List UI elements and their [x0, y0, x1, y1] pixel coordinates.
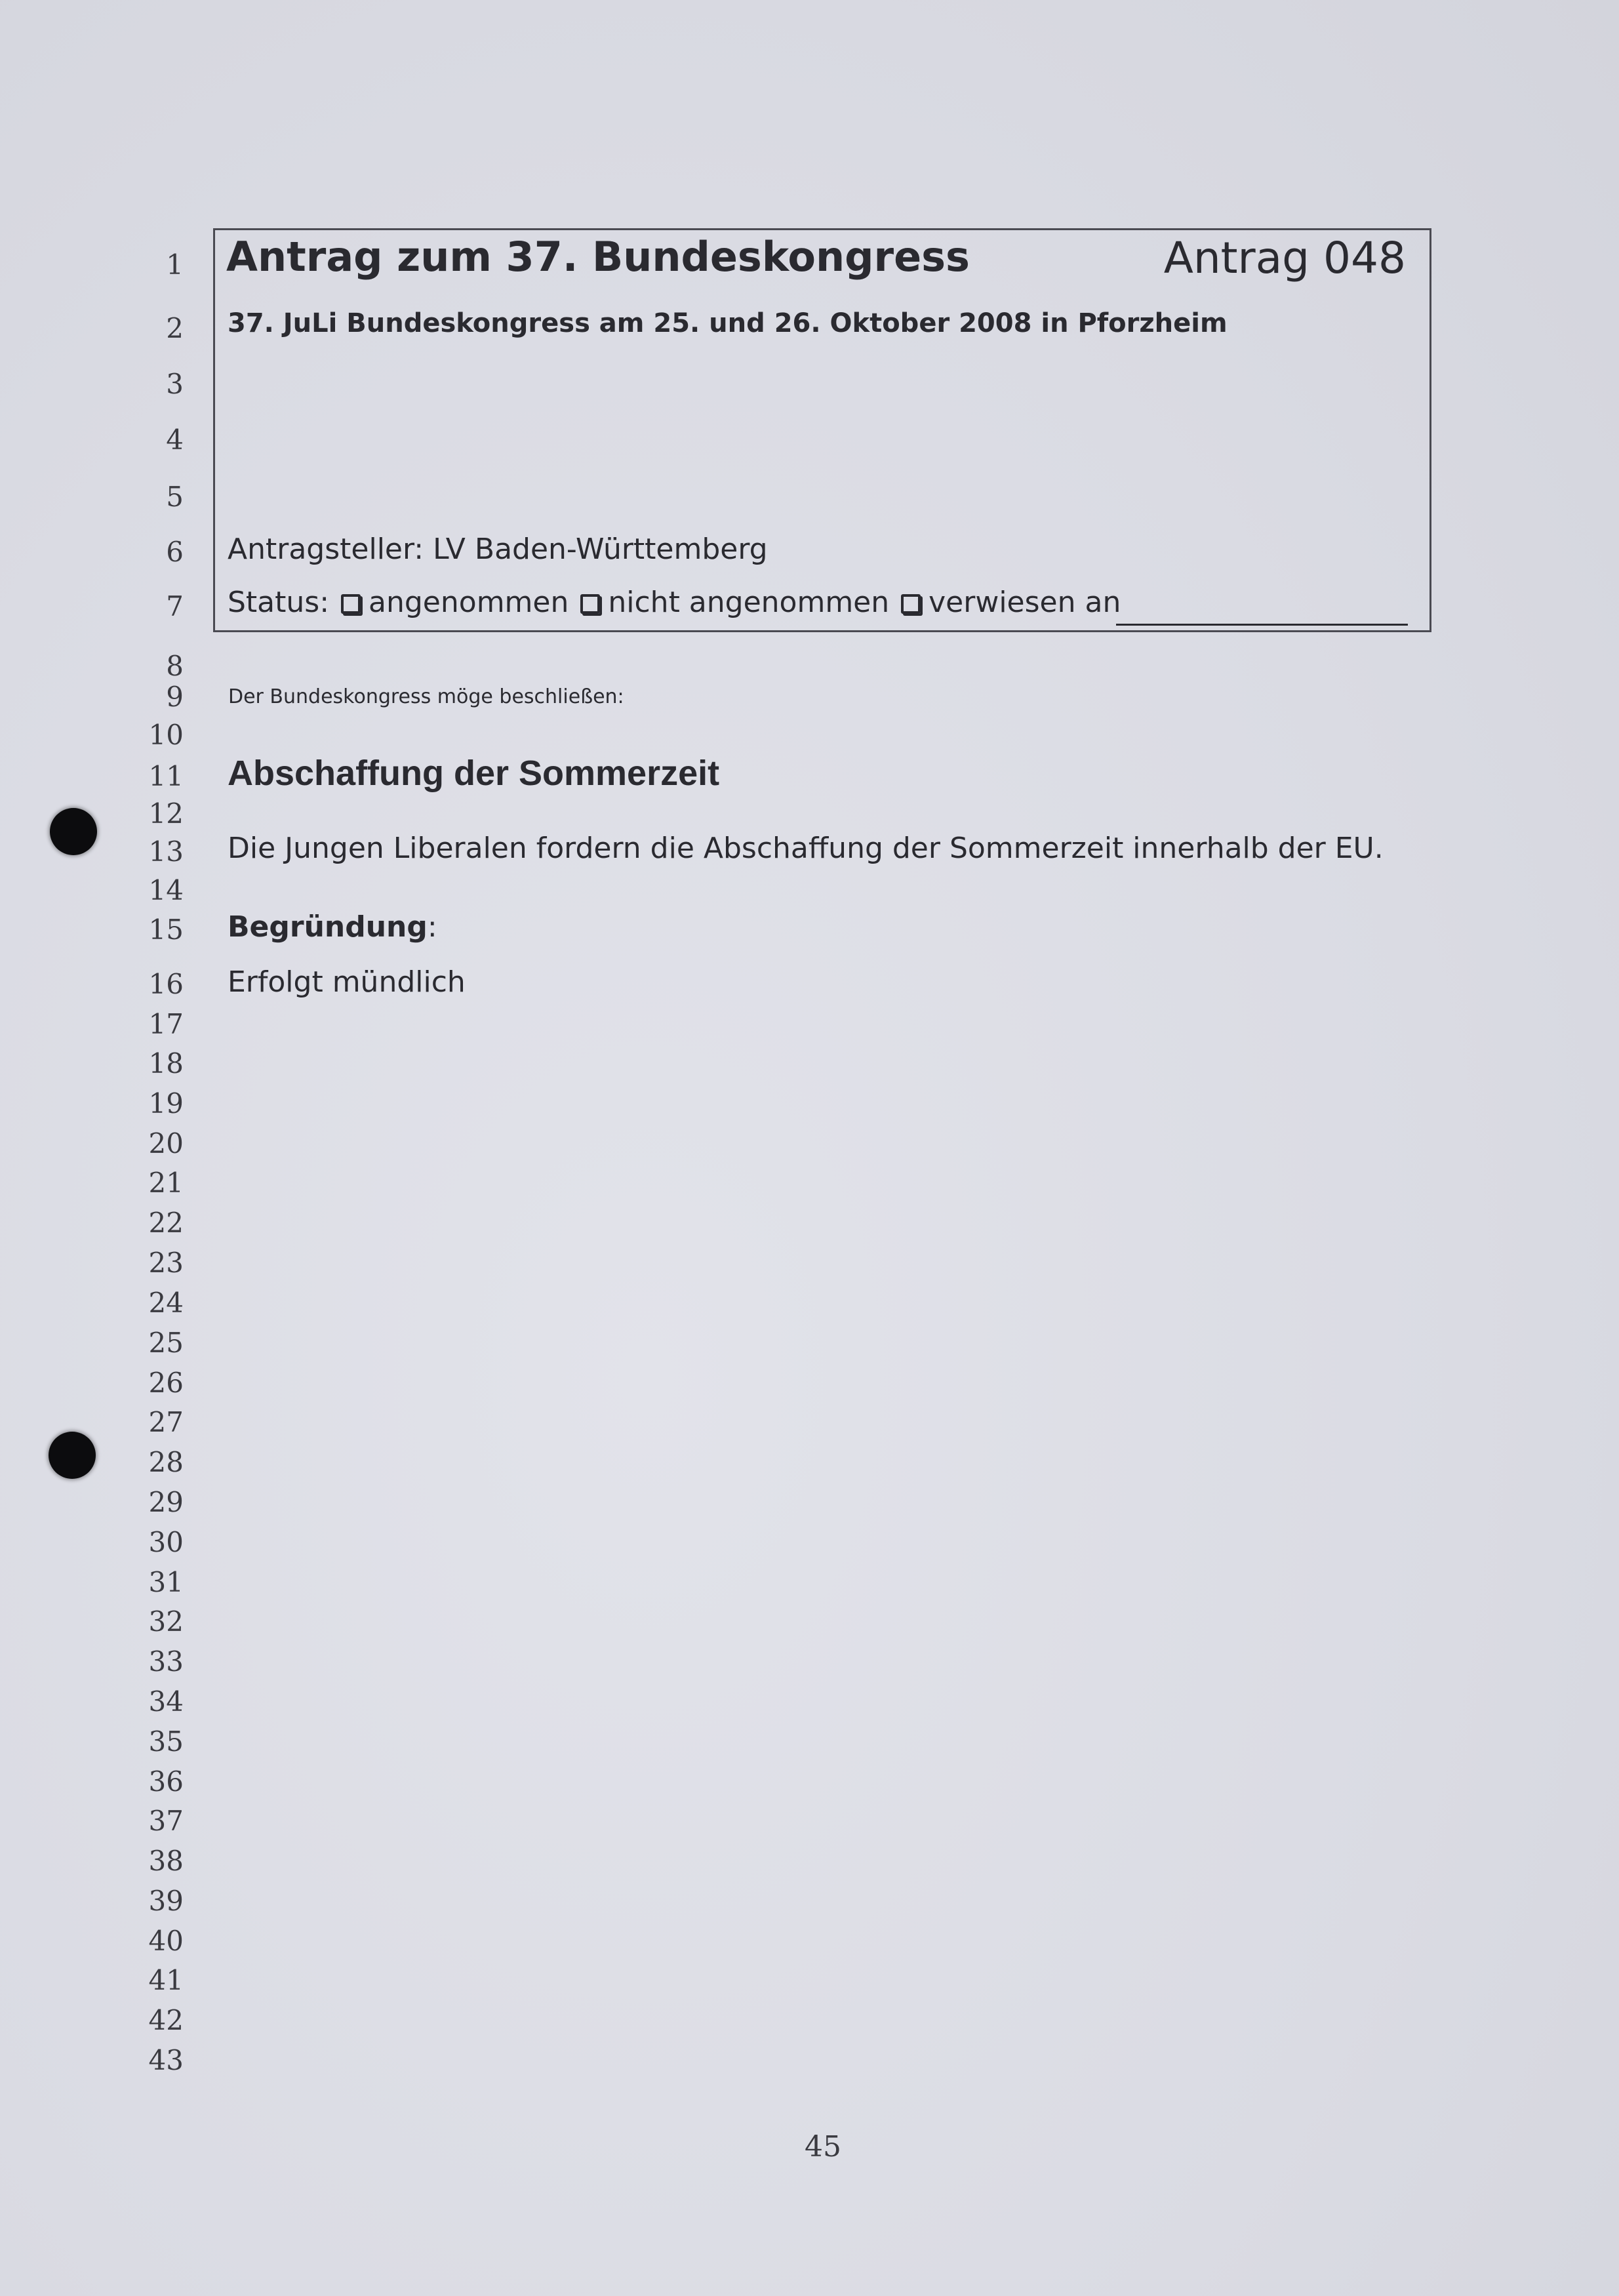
line-number: 6 [166, 536, 184, 568]
line-number: 11 [148, 760, 184, 792]
line-number: 34 [148, 1685, 184, 1718]
motion-text: Die Jungen Liberalen fordern die Abschaffung der Sommerzeit innerhalb der EU. [228, 832, 1384, 865]
checkbox-verwiesen[interactable] [901, 594, 921, 614]
line-number: 27 [148, 1406, 184, 1438]
line-number: 18 [148, 1047, 184, 1079]
checkbox-angenommen[interactable] [341, 594, 361, 614]
document-title: Antrag zum 37. Bundeskongress [226, 233, 970, 281]
line-number: 29 [148, 1486, 184, 1518]
status-label: Status: [228, 586, 330, 619]
status-option-verwiesen: verwiesen an [929, 586, 1121, 619]
congress-subtitle: 37. JuLi Bundeskongress am 25. und 26. Oktober 2008 in Pforzheim [228, 308, 1228, 338]
line-number: 4 [166, 424, 184, 456]
status-option-nicht-angenommen: nicht angenommen [608, 586, 890, 619]
status-option-angenommen: angenommen [369, 586, 569, 619]
line-number: 1 [166, 249, 184, 281]
reason-heading-colon: : [427, 910, 437, 944]
line-number: 41 [148, 1964, 184, 1996]
punch-hole-bottom [49, 1432, 96, 1479]
line-number: 23 [148, 1247, 184, 1279]
line-number: 38 [148, 1845, 184, 1877]
line-number: 16 [148, 968, 184, 1000]
antrag-number: Antrag 048 [1163, 233, 1406, 283]
line-number: 37 [148, 1805, 184, 1837]
line-number: 20 [148, 1127, 184, 1159]
line-number: 33 [148, 1645, 184, 1678]
intro-text: Der Bundeskongress möge beschließen: [228, 685, 624, 708]
punch-hole-top [50, 808, 97, 855]
line-number: 31 [148, 1566, 184, 1598]
line-number: 40 [148, 1925, 184, 1957]
line-number: 2 [166, 312, 184, 344]
line-number: 13 [148, 836, 184, 868]
line-number: 8 [166, 650, 184, 682]
line-number: 42 [148, 2004, 184, 2036]
verwiesen-blank-line [1116, 624, 1408, 626]
line-number: 36 [148, 1765, 184, 1798]
line-number: 43 [148, 2044, 184, 2076]
line-number: 32 [148, 1605, 184, 1638]
line-number: 19 [148, 1087, 184, 1119]
reason-text: Erfolgt mündlich [228, 965, 466, 999]
line-number: 39 [148, 1885, 184, 1917]
motion-title: Abschaffung der Sommerzeit [228, 754, 720, 793]
line-number: 15 [148, 914, 184, 946]
line-number: 14 [148, 874, 184, 906]
header-box [213, 228, 1431, 632]
line-number: 25 [148, 1327, 184, 1359]
line-number: 9 [166, 681, 184, 713]
line-number: 21 [148, 1167, 184, 1199]
line-number: 30 [148, 1526, 184, 1558]
line-number: 28 [148, 1446, 184, 1478]
page-number: 45 [805, 2130, 841, 2164]
line-number: 17 [148, 1008, 184, 1040]
line-number: 5 [166, 481, 184, 513]
line-number: 35 [148, 1725, 184, 1758]
line-number: 10 [148, 719, 184, 751]
line-number: 7 [166, 590, 184, 622]
line-number: 3 [166, 368, 184, 400]
line-number: 12 [148, 797, 184, 830]
applicant: Antragsteller: LV Baden-Württemberg [228, 533, 768, 566]
line-number: 24 [148, 1287, 184, 1319]
line-number: 26 [148, 1367, 184, 1399]
line-number: 22 [148, 1207, 184, 1239]
checkbox-nicht-angenommen[interactable] [580, 594, 600, 614]
reason-heading [228, 910, 437, 944]
reason-heading-label: Begründung [228, 910, 428, 944]
status-line [228, 586, 1121, 619]
